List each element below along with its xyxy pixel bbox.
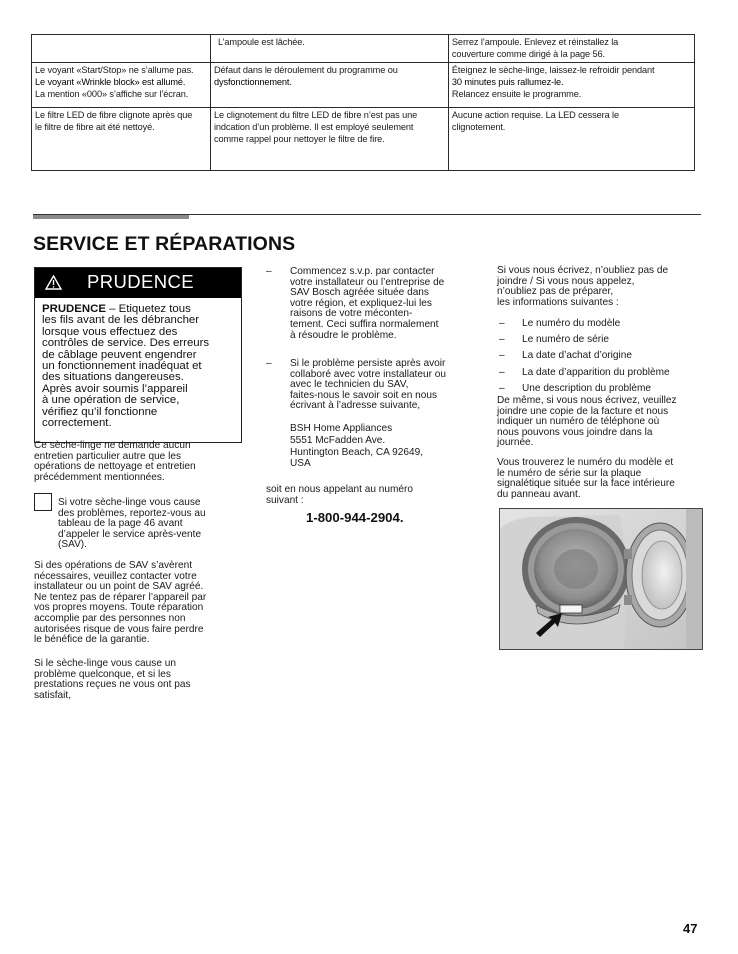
text-line: De même, si vous nous écrivez, veuillez bbox=[497, 395, 677, 406]
text-line: soit en nous appelant au numéro bbox=[266, 484, 414, 495]
text-line: opérations de nettoyage et entretien bbox=[34, 461, 196, 473]
left-service-paragraph bbox=[34, 561, 246, 646]
text-line: (SAV). bbox=[58, 539, 87, 551]
text-line: Ce sèche-linge ne demande aucun bbox=[34, 440, 191, 451]
text-line: votre installateur ou l’entreprise de bbox=[290, 276, 445, 288]
cell-line: Relancez ensuite le programme. bbox=[451, 89, 582, 99]
address-line: BSH Home Appliances bbox=[290, 423, 393, 434]
right-intro-paragraph bbox=[497, 266, 707, 308]
cell-line: L’ampoule est lâchée. bbox=[217, 37, 305, 47]
section-title: SERVICE ET RÉPARATIONS bbox=[33, 233, 296, 255]
caution-lead: PRUDENCE bbox=[42, 303, 106, 315]
text-line: avec le technicien du SAV, bbox=[290, 379, 409, 391]
right-invoice-paragraph bbox=[497, 396, 709, 449]
text-line: Commencez s.v.p. par contacter bbox=[290, 266, 435, 277]
caution-line: de câblage peuvent engendrer bbox=[42, 348, 197, 361]
text-line: n’oubliez pas de préparer, bbox=[497, 286, 614, 298]
caution-line: des situations dangereuses. bbox=[42, 371, 184, 384]
rating-plate bbox=[560, 605, 582, 613]
text-line: tement. Ceci suffira normalement bbox=[290, 318, 439, 330]
text-line: du panneau avant. bbox=[497, 488, 581, 500]
text-line: le numéro de série sur la plaque bbox=[497, 467, 642, 479]
list-item bbox=[499, 365, 709, 381]
middle-list-item-2 bbox=[266, 359, 486, 412]
list-item-text: La date d’apparition du problème bbox=[522, 366, 670, 378]
table-cell-remedy bbox=[448, 108, 694, 171]
list-dash: – bbox=[499, 334, 505, 346]
table-cell-remedy bbox=[448, 35, 694, 63]
address-line: USA bbox=[290, 458, 311, 470]
section-accent-bar bbox=[33, 215, 189, 219]
text-line: nous pouvons vous joindre dans la bbox=[497, 426, 653, 438]
mailing-address bbox=[290, 423, 486, 470]
cell-line: Le filtre LED de fibre clignote après que bbox=[35, 110, 193, 120]
address-line: Huntington Beach, CA 92649, bbox=[290, 446, 423, 458]
cell-line: La mention «000» s’affiche sur l’écran. bbox=[35, 89, 189, 99]
text-line: les informations suivantes : bbox=[497, 296, 619, 308]
text-line: nécessaires, veuillez contacter votre bbox=[34, 570, 197, 582]
cell-line: Le voyant «Wrinkle block» est allumé. bbox=[35, 77, 186, 87]
caution-line: Après avoir soumis l’appareil bbox=[42, 382, 188, 395]
left-intro-paragraph bbox=[34, 441, 244, 483]
caution-line-text: – Etiquetez tous bbox=[105, 303, 191, 315]
cell-line: le filtre de fibre ait été nettoyé. bbox=[35, 122, 155, 132]
text-line: le bénéfice de la garantie. bbox=[34, 634, 150, 646]
text-line: Vous trouverez le numéro du modèle et bbox=[497, 457, 674, 468]
text-line: Si le sèche-linge vous cause un bbox=[34, 658, 176, 669]
middle-list-item-1 bbox=[266, 267, 486, 341]
text-line: vos propres moyens. Toute réparation bbox=[34, 602, 204, 614]
text-line: accomplie par des personnes non bbox=[34, 612, 186, 624]
page-number: 47 bbox=[683, 921, 698, 936]
list-dash: – bbox=[499, 350, 505, 362]
text-line: suivant : bbox=[266, 494, 304, 506]
dryer-illustration bbox=[499, 508, 703, 650]
text-line: indiquer un numéro de téléphone où bbox=[497, 416, 660, 428]
text-line: faites-nous le savoir soit en nous bbox=[290, 389, 438, 401]
cell-line: Éteignez le sèche-linge, laissez-le refroidir pendant bbox=[451, 65, 655, 75]
cell-line: Le voyant «Start/Stop» ne s’allume pas. bbox=[35, 65, 194, 75]
list-dash: – bbox=[499, 382, 505, 394]
caution-body bbox=[42, 304, 238, 429]
caution-line: à une opération de service, bbox=[42, 394, 180, 407]
text-line: prestations reçues ne vous ont pas bbox=[34, 679, 191, 691]
list-item-text bbox=[266, 359, 486, 412]
text-line: votre région, et expliquez-lui les bbox=[290, 297, 432, 309]
text-line: installateur ou un point de SAV agréé. bbox=[34, 581, 204, 593]
list-item-text: Une description du problème bbox=[522, 382, 652, 394]
phone-number: 1-800-944-2904. bbox=[306, 510, 404, 525]
text-line: problème quelconque, et si les bbox=[34, 668, 171, 680]
list-dash: – bbox=[499, 366, 505, 378]
caution-line: contrôles de service. Des erreurs bbox=[42, 337, 210, 350]
info-list bbox=[499, 316, 709, 397]
table-cell-symptom bbox=[32, 63, 211, 108]
text-line: précédemment mentionnées. bbox=[34, 471, 165, 483]
table-row bbox=[32, 108, 695, 171]
cell-line: clignotement. bbox=[451, 122, 506, 132]
cell-line: Aucune action requise. La LED cessera le bbox=[451, 110, 619, 120]
cell-line: Le clignotement du filtre LED de fibre n’est pas une bbox=[213, 110, 418, 120]
cell-line: Défaut dans le déroulement du programme ou bbox=[213, 65, 398, 75]
list-dash: – bbox=[266, 266, 272, 277]
text-line: collaboré avec votre installateur ou bbox=[290, 368, 446, 380]
text-line: journée. bbox=[497, 437, 534, 449]
table-cell-symptom bbox=[32, 35, 211, 63]
caution-line: vérifiez qu’il fonctionne bbox=[42, 405, 158, 418]
text-line: joindre une copie de la facture et nous bbox=[497, 405, 669, 417]
list-item-text: Le numéro du modèle bbox=[522, 318, 621, 329]
cell-line: couverture comme dirigé à la page 56. bbox=[451, 49, 605, 59]
phone-intro bbox=[266, 485, 486, 506]
checkbox-note bbox=[58, 498, 248, 551]
checkbox[interactable] bbox=[34, 493, 52, 511]
caution-title: PRUDENCE bbox=[87, 271, 195, 292]
cell-line: indcation d’un problème. Il est employé seulement bbox=[213, 122, 414, 132]
right-serial-paragraph bbox=[497, 458, 709, 500]
warning-triangle-icon bbox=[45, 275, 62, 290]
text-line: écrivant à l’adresse suivante, bbox=[290, 400, 421, 412]
table-cell-cause bbox=[210, 108, 448, 171]
troubleshooting-table bbox=[31, 34, 695, 171]
cell-line: Serrez l’ampoule. Enlevez et réinstallez la bbox=[451, 37, 619, 47]
caution-box bbox=[34, 267, 242, 443]
caution-line: un fonctionnement inadéquat et bbox=[42, 360, 202, 373]
text-line: des problèmes, reportez-vous au bbox=[58, 507, 206, 519]
text-line: autorisées risque de vous faire perdre bbox=[34, 623, 204, 635]
table-row bbox=[32, 35, 695, 63]
table-cell-remedy bbox=[448, 63, 694, 108]
text-line: signalétique située sur la face intérieure bbox=[497, 478, 675, 490]
text-line: joindre / Si vous nous appelez, bbox=[497, 275, 635, 287]
list-item-text: La date d’achat d’origine bbox=[522, 350, 632, 362]
caution-line: lorsque vous effectuez des bbox=[42, 325, 178, 338]
text-line: Si votre sèche-linge vous cause bbox=[58, 497, 201, 508]
list-item bbox=[499, 316, 709, 332]
list-item bbox=[499, 332, 709, 348]
table-row bbox=[32, 63, 695, 108]
text-line: raisons de votre méconten- bbox=[290, 308, 413, 320]
list-item bbox=[499, 348, 709, 364]
cell-line: dysfonctionnement. bbox=[213, 77, 292, 87]
cell-line: 30 minutes puis rallumez-le. bbox=[451, 77, 564, 87]
caution-header bbox=[35, 268, 241, 298]
address-line: 5551 McFadden Ave. bbox=[290, 434, 386, 446]
text-line: SAV Bosch agréée située dans bbox=[290, 287, 429, 299]
list-dash: – bbox=[499, 318, 505, 329]
text-line: d’appeler le service après-vente bbox=[58, 528, 202, 540]
left-problem-paragraph bbox=[34, 659, 246, 701]
text-line: entretien particulier autre que les bbox=[34, 450, 182, 462]
table-cell-symptom bbox=[32, 108, 211, 171]
text-line: Si le problème persiste après avoir bbox=[290, 358, 446, 369]
table-cell-cause bbox=[210, 63, 448, 108]
text-line: tableau de la page 46 avant bbox=[58, 518, 183, 530]
list-item-text: Le numéro de série bbox=[522, 334, 609, 346]
cell-line: comme rappel pour nettoyer le filtre de fire. bbox=[213, 134, 385, 144]
table-cell-cause bbox=[210, 35, 448, 63]
caution-line: correctement. bbox=[42, 417, 112, 430]
text-line: Ne tentez pas de réparer l’appareil par bbox=[34, 591, 207, 603]
text-line: satisfait, bbox=[34, 689, 72, 701]
text-line: Si vous nous écrivez, n’oubliez pas de bbox=[497, 265, 669, 276]
caution-line: les fils avant de les débrancher bbox=[42, 314, 200, 327]
list-item-text bbox=[266, 267, 486, 341]
list-dash: – bbox=[266, 358, 272, 369]
text-line: Si des opérations de SAV s’avèrent bbox=[34, 560, 193, 571]
text-line: à résoudre le problème. bbox=[290, 329, 397, 341]
dryer-door-open-icon bbox=[500, 509, 702, 649]
